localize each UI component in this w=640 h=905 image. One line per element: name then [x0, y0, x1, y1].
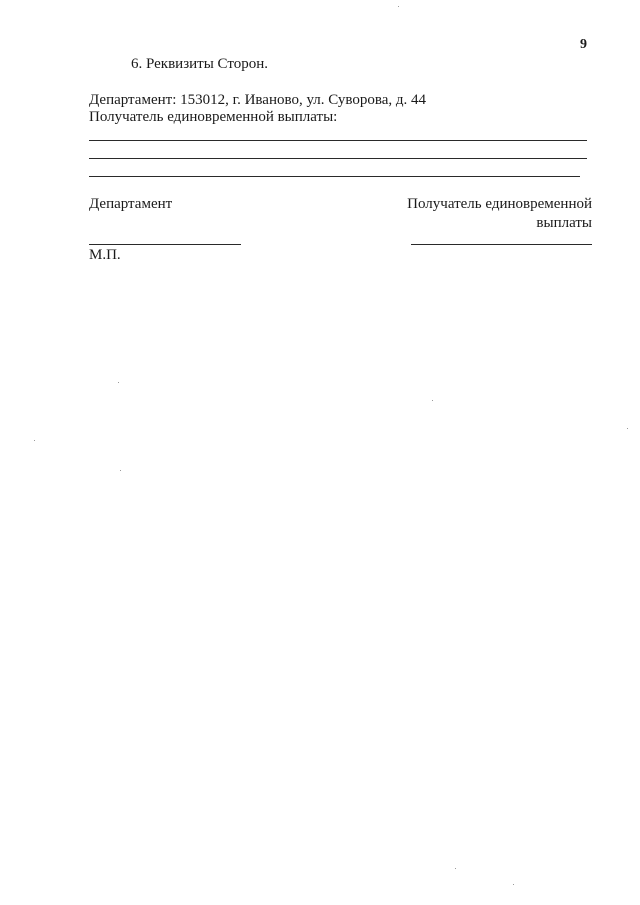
scan-speck — [120, 470, 121, 471]
scan-speck — [34, 440, 35, 441]
scan-speck — [513, 884, 514, 885]
recipient-signature-line — [411, 244, 592, 245]
recipient-details-line — [89, 158, 587, 159]
scan-speck — [118, 382, 119, 383]
scan-speck — [627, 428, 628, 429]
recipient-details-label: Получатель единовременной выплаты: — [89, 109, 338, 125]
recipient-signature-label: Получатель единовременной выплаты — [407, 196, 592, 231]
scan-speck — [432, 400, 433, 401]
scan-speck — [455, 868, 456, 869]
page-number: 9 — [580, 37, 587, 52]
scan-speck — [398, 6, 399, 7]
department-address: Департамент: 153012, г. Иваново, ул. Суворова, д. 44 — [89, 92, 427, 108]
department-signature-label: Департамент — [89, 196, 173, 212]
recipient-details-line — [89, 140, 587, 141]
stamp-placeholder-label: М.П. — [89, 247, 121, 263]
section-heading: 6. Реквизиты Сторон. — [131, 56, 268, 72]
recipient-details-line — [89, 176, 580, 177]
department-signature-line — [89, 244, 241, 245]
